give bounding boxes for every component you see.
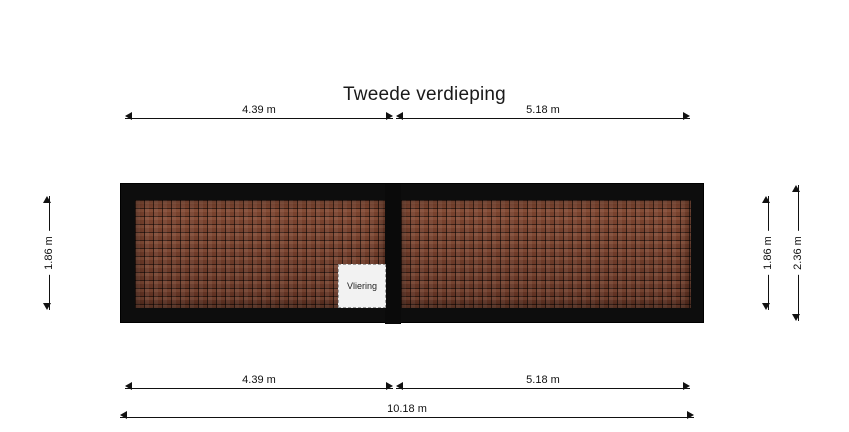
room-label-text: Vliering [346,281,377,291]
dimension-label-wrap [125,104,393,116]
floorplan-outline [120,183,704,323]
dimension-bottom-total [120,403,694,428]
dimension-line [120,417,694,418]
dimension-right-inner-height [757,196,779,310]
dimension-right-outer-height-label: 2.36 m [792,231,804,275]
dimension-label-wrap [762,231,774,275]
arrow-up-icon [792,185,800,192]
dimension-left-height-label: 1.86 m [43,231,55,275]
dimension-label-wrap [396,374,690,386]
page-title: Tweede verdieping [343,84,506,105]
room-label-vliering [338,264,386,308]
dimension-top-left [125,104,393,129]
arrow-up-icon [762,196,770,203]
dimension-label-wrap [43,231,55,275]
dimension-label-wrap [792,231,804,275]
arrow-up-icon [43,196,51,203]
interior-wall [385,184,401,324]
dimension-line [396,118,690,119]
dimension-label-wrap [125,374,393,386]
dimension-right-outer-height [787,185,809,321]
dimension-left-height [38,196,60,310]
dimension-top-left-label: 4.39 m [237,104,281,116]
dimension-bottom-left-label: 4.39 m [237,374,281,386]
dimension-label-wrap [396,104,690,116]
dimension-top-right-label: 5.18 m [521,104,565,116]
arrow-down-icon [762,303,770,310]
dimension-bottom-right [396,374,690,399]
arrow-down-icon [43,303,51,310]
dimension-line [125,388,393,389]
dimension-bottom-total-label: 10.18 m [382,403,432,415]
dimension-top-right [396,104,690,129]
dimension-line [125,118,393,119]
arrow-down-icon [792,314,800,321]
dimension-bottom-left [125,374,393,399]
dimension-label-wrap [120,403,694,415]
dimension-right-inner-height-label: 1.86 m [762,231,774,275]
dimension-line [396,388,690,389]
dimension-bottom-right-label: 5.18 m [521,374,565,386]
attic-room-right [401,200,691,308]
